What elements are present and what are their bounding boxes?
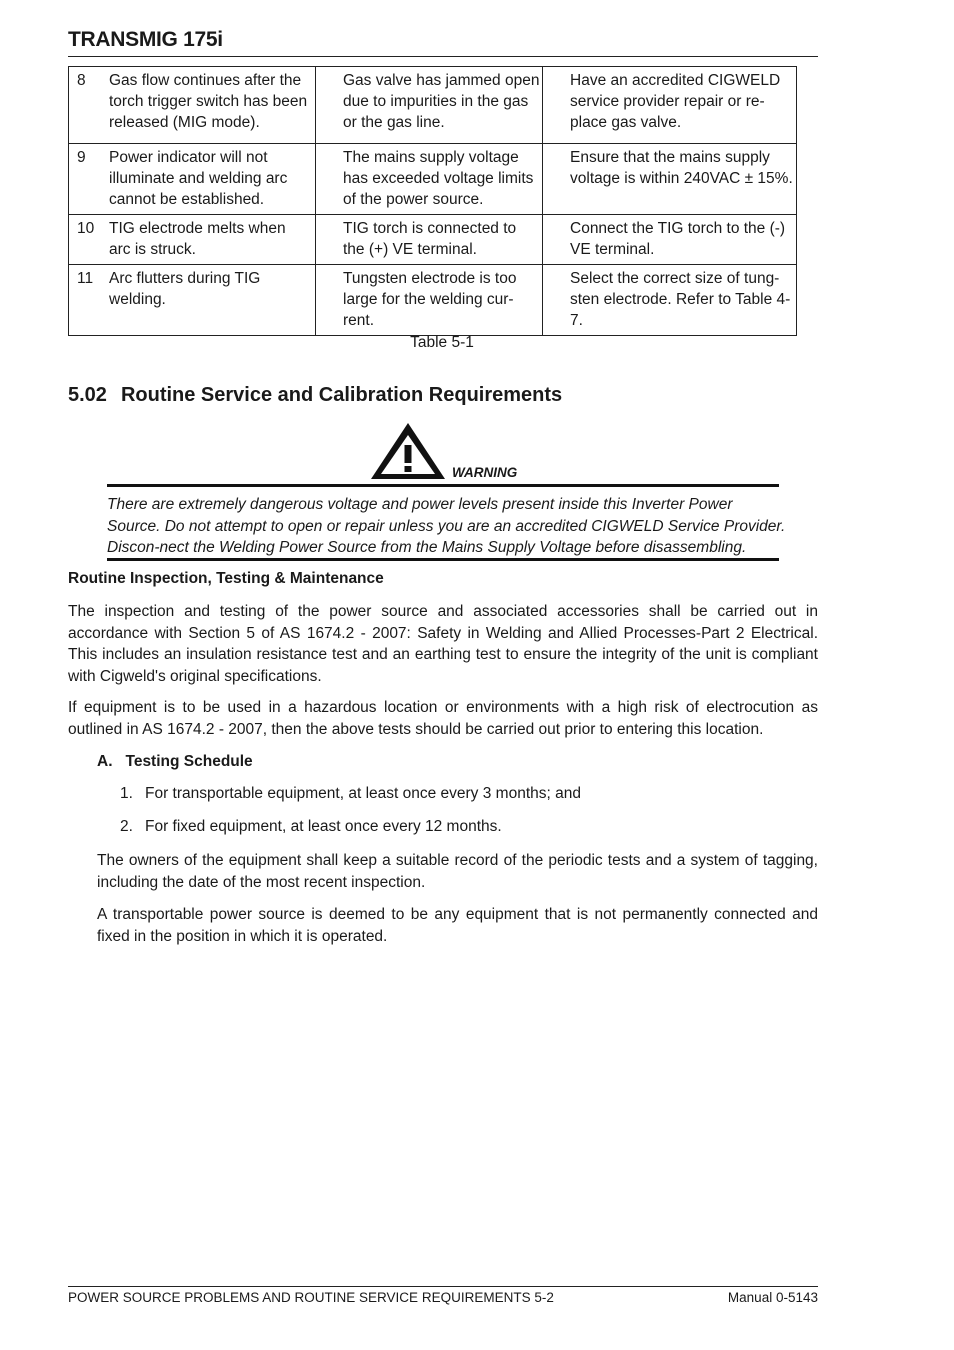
subsection-heading: Routine Inspection, Testing & Maintenance bbox=[68, 570, 384, 587]
table-caption: Table 5-1 bbox=[410, 334, 474, 351]
row-number: 9 bbox=[69, 144, 102, 215]
remedy-cell: Have an accredited CIGWELD service provider repair or re-place gas valve. bbox=[543, 67, 797, 144]
list-number: 2. bbox=[120, 818, 133, 835]
body-paragraph: The inspection and testing of the power source and associated accessories shall be carried out in accordance with Section 5 of AS 1674.2 - 2007: Safety in Welding and Allied Processes-Part 2 Electrical. This includes an insulation resistance test and an earthing test to ensure the integrity of the unit is compliant with Cigweld's original specifications. bbox=[68, 603, 818, 685]
cause-cell: TIG torch is connected to the (+) VE terminal. bbox=[316, 215, 543, 265]
footer-manual-number: Manual 0-5143 bbox=[727, 1290, 818, 1305]
row-number: 10 bbox=[69, 215, 102, 265]
warning-triangle-icon bbox=[369, 421, 447, 481]
list-number: 1. bbox=[120, 785, 133, 802]
warning-top-rule bbox=[107, 484, 779, 487]
table-row bbox=[69, 215, 797, 265]
list-item bbox=[120, 818, 502, 836]
footer-rule bbox=[68, 1286, 818, 1287]
footer-section-label: POWER SOURCE PROBLEMS AND ROUTINE SERVICE REQUIREMENTS 5-2 bbox=[68, 1290, 554, 1305]
document-title: TRANSMIG 175i bbox=[68, 28, 223, 51]
schedule-letter: A. bbox=[97, 753, 113, 770]
warning-bottom-rule bbox=[107, 558, 779, 561]
body-paragraph: If equipment is to be used in a hazardous location or environments with a high risk of electrocution as outlined in AS 1674.2 - 2007, then the above tests should be carried out prior to entering this location. bbox=[68, 699, 818, 738]
list-text: For fixed equipment, at least once every 12 months. bbox=[145, 818, 502, 835]
symptom-cell: TIG electrode melts when arc is struck. bbox=[101, 215, 316, 265]
remedy-cell: Ensure that the mains supply voltage is within 240VAC ± 15%. bbox=[543, 144, 797, 215]
table-row bbox=[69, 265, 797, 336]
symptom-cell: Gas flow continues after the torch trigger switch has been released (MIG mode). bbox=[101, 67, 316, 144]
cause-cell: Tungsten electrode is too large for the welding cur-rent. bbox=[316, 265, 543, 336]
symptom-cell: Arc flutters during TIG welding. bbox=[101, 265, 316, 336]
cause-cell: Gas valve has jammed open due to impurities in the gas or the gas line. bbox=[316, 67, 543, 144]
schedule-heading bbox=[97, 753, 253, 771]
troubleshooting-table bbox=[68, 66, 797, 336]
body-paragraph: The owners of the equipment shall keep a suitable record of the periodic tests and a system of tagging, including the date of the most recent inspection. bbox=[97, 852, 818, 891]
warning-label: WARNING bbox=[452, 465, 518, 480]
cause-cell: The mains supply voltage has exceeded voltage limits of the power source. bbox=[316, 144, 543, 215]
remedy-cell: Connect the TIG torch to the (-) VE terminal. bbox=[543, 215, 797, 265]
row-number: 11 bbox=[69, 265, 102, 336]
table-row bbox=[69, 67, 797, 144]
row-number: 8 bbox=[69, 67, 102, 144]
section-title: Routine Service and Calibration Requirements bbox=[120, 384, 563, 406]
section-number: 5.02 bbox=[68, 384, 107, 406]
list-item bbox=[120, 785, 581, 803]
symptom-cell: Power indicator will not illuminate and welding arc cannot be established. bbox=[101, 144, 316, 215]
header-rule bbox=[68, 56, 818, 57]
warning-text: There are extremely dangerous voltage and power levels present inside this Inverter Power Source. Do not attempt to open or repair unless you are an accredited CIGWELD Service Provider. Discon-nect the Welding Power Source from the Mains Supply Voltage before disassembling. bbox=[107, 496, 786, 556]
schedule-title: Testing Schedule bbox=[125, 753, 253, 770]
body-paragraph: A transportable power source is deemed to be any equipment that is not permanently connected and fixed in the position in which it is operated. bbox=[97, 906, 818, 945]
section-heading bbox=[68, 384, 562, 407]
remedy-cell: Select the correct size of tung-sten electrode. Refer to Table 4-7. bbox=[543, 265, 797, 336]
list-text: For transportable equipment, at least once every 3 months; and bbox=[145, 785, 581, 802]
table-row bbox=[69, 144, 797, 215]
